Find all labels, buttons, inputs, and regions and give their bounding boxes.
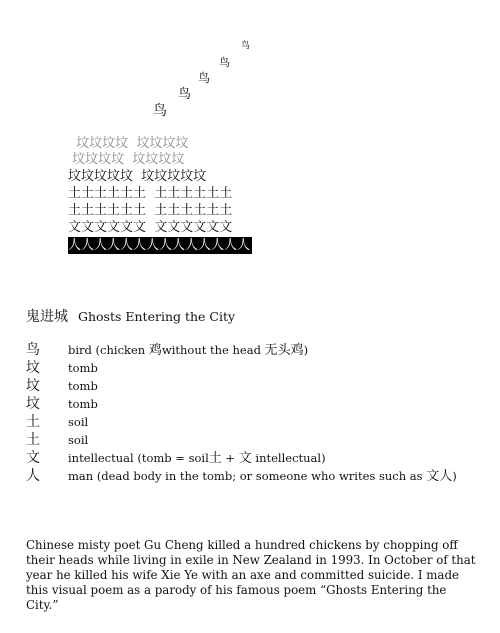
glossary-text: tomb bbox=[68, 361, 98, 375]
explanatory-note: Chinese misty poet Gu Cheng killed a hundred chickens by chopping off their heads while living in exile in New Zealand in 1993. In October of that year he killed his wife Xie Ye with an axe and committed suicide. I made this visual poem as a parody of his famous poem “Ghosts Entering the City.” bbox=[26, 538, 476, 612]
glossary-item bbox=[26, 395, 486, 413]
glossary-char: 鸟 bbox=[26, 342, 40, 358]
glossary-text: without the head bbox=[161, 343, 265, 357]
glossary-item bbox=[26, 431, 486, 449]
glossary-text: soil bbox=[68, 433, 89, 447]
poem-row-tomb: 坟坟坟坟坟 坟坟坟坟坟 bbox=[68, 169, 207, 184]
glossary-text: man (dead body in the tomb; or someone who writes such as bbox=[68, 469, 427, 483]
glossary-cjk: 文人 bbox=[426, 469, 453, 484]
poem-row-soil: 土土土土土土 土土土土土土 bbox=[68, 203, 233, 218]
glossary-item bbox=[26, 449, 486, 468]
title-chinese: 鬼进城 bbox=[26, 309, 68, 325]
glossary-text: ) bbox=[303, 343, 309, 357]
glossary-text: + bbox=[221, 451, 239, 465]
glossary-text: intellectual (tomb = soil bbox=[68, 451, 209, 465]
bird-character: 鸟 bbox=[153, 103, 167, 119]
poem-row-tomb-light: 坟坟坟坟 坟坟坟坟 bbox=[68, 152, 185, 167]
glossary-item bbox=[26, 413, 486, 431]
glossary-char: 土 bbox=[26, 432, 40, 448]
glossary-cjk: 无头鸡 bbox=[264, 343, 304, 358]
glossary-item bbox=[26, 359, 486, 377]
glossary-char: 人 bbox=[26, 468, 40, 484]
glossary-text: tomb bbox=[68, 397, 98, 411]
glossary-item bbox=[26, 377, 486, 395]
glossary-cjk: 鸡 bbox=[148, 343, 162, 358]
bird-character: 鸟 bbox=[219, 56, 230, 69]
glossary-char: 坟 bbox=[26, 378, 40, 394]
glossary-text: ) bbox=[452, 469, 457, 483]
poem-row-man: 人人人人人人人人人人人人人人 bbox=[68, 238, 251, 253]
glossary-char: 土 bbox=[26, 414, 40, 430]
glossary-text: soil bbox=[68, 415, 89, 429]
poem-row-intellectual: 文文文文文文 文文文文文文 bbox=[68, 220, 233, 235]
glossary-text: bird (chicken bbox=[68, 343, 149, 357]
glossary-char: 坟 bbox=[26, 396, 40, 412]
title-english: Ghosts Entering the City bbox=[77, 309, 236, 324]
glossary-item bbox=[26, 341, 486, 360]
glossary-text: intellectual) bbox=[251, 451, 326, 465]
glossary-cjk: 文 bbox=[238, 451, 252, 466]
poem-row-tomb-light: 坟坟坟坟 坟坟坟坟 bbox=[68, 136, 189, 151]
bird-character: 鸟 bbox=[241, 41, 251, 51]
poem-title bbox=[26, 306, 235, 326]
glossary-char: 文 bbox=[26, 450, 40, 466]
glossary-cjk: 土 bbox=[208, 451, 222, 466]
glossary-text: tomb bbox=[68, 379, 98, 393]
poem-row-soil: 土土土土土土 土土土土土土 bbox=[68, 186, 233, 201]
glossary-item bbox=[26, 467, 486, 486]
bird-character: 鸟 bbox=[198, 71, 211, 85]
bird-character: 鸟 bbox=[178, 87, 192, 102]
glossary-char: 坟 bbox=[26, 360, 40, 376]
